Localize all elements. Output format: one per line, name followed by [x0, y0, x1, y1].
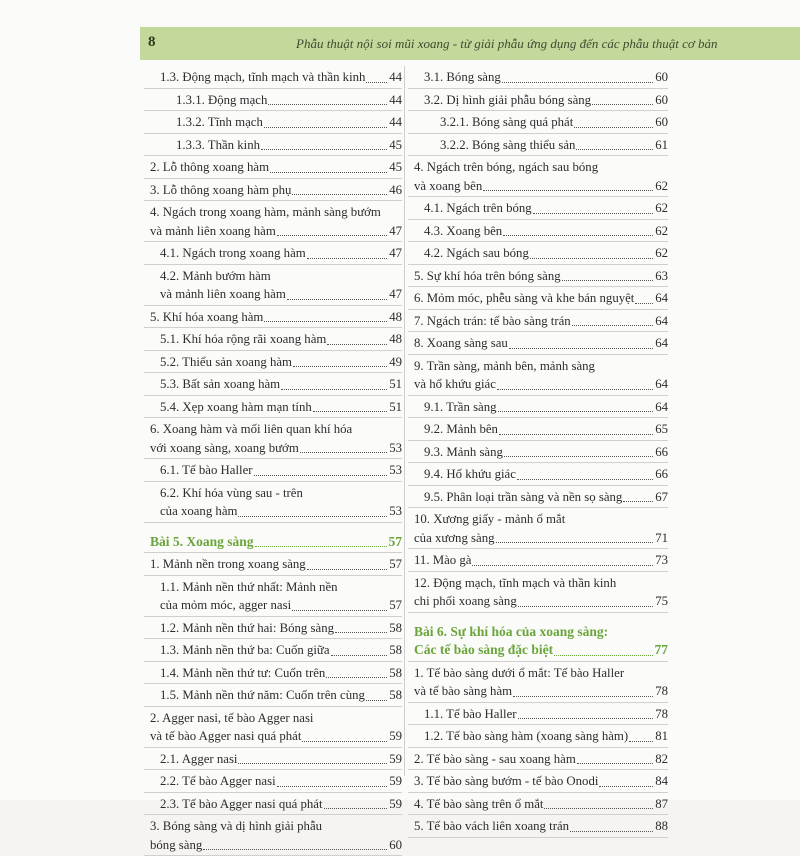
- dot-leader: [530, 257, 653, 259]
- toc-entry[interactable]: [144, 793, 402, 816]
- dot-leader: [331, 654, 387, 656]
- toc-page-number: 78: [655, 706, 668, 721]
- toc-entry[interactable]: [408, 815, 668, 838]
- toc-entry[interactable]: [144, 201, 402, 242]
- toc-entry-title: 5. Tế bào vách liên xoang trán: [414, 819, 570, 833]
- toc-page-number: 60: [389, 837, 402, 852]
- toc-page-number: 58: [389, 643, 402, 657]
- toc-right-column: [408, 66, 668, 838]
- dot-leader: [576, 148, 653, 150]
- toc-left-column: [144, 66, 402, 856]
- dot-leader: [335, 631, 387, 633]
- toc-entry-title: 4. Tế bào sàng trên ổ mắt: [414, 796, 544, 811]
- toc-entry-title: và tế bào Agger nasi quá phát: [150, 729, 302, 743]
- dot-leader: [238, 762, 387, 764]
- toc-entry-title: và tế bào sàng hàm: [414, 684, 513, 698]
- toc-page-number: 47: [389, 246, 402, 260]
- toc-entry-title: 4.1. Ngách trong xoang hàm: [160, 246, 306, 260]
- toc-entry-title: 5.1. Khí hóa rộng rãi xoang hàm: [160, 332, 327, 346]
- toc-entry-title-line: 1. Tế bào sàng dưới ổ mắt: Tế bào Haller: [414, 665, 625, 680]
- toc-entry-title: và xoang bên: [414, 178, 483, 193]
- toc-page-number: 71: [655, 530, 668, 545]
- dot-leader: [268, 103, 387, 105]
- toc-page-number: 60: [655, 92, 668, 107]
- toc-page-number: 45: [389, 137, 402, 152]
- toc-page-number: 77: [654, 642, 668, 657]
- toc-entry[interactable]: [408, 310, 668, 333]
- dot-leader: [292, 609, 387, 611]
- dot-leader: [592, 103, 653, 105]
- toc-entry-title-line: 6. Xoang hàm và mối liên quan khí hóa: [150, 422, 353, 436]
- dot-leader: [327, 343, 387, 345]
- toc-page-number: 64: [655, 291, 668, 305]
- toc-entry-title-line: 9. Trần sàng, mảnh bên, mảnh sàng: [414, 358, 595, 373]
- dot-leader: [562, 279, 653, 281]
- toc-entry[interactable]: [144, 639, 402, 662]
- dot-leader: [577, 762, 653, 764]
- toc-entry[interactable]: [408, 549, 668, 572]
- toc-page-number: 47: [389, 223, 402, 238]
- toc-entry-title: 1. Mảnh nền trong xoang sàng: [150, 557, 306, 571]
- dot-leader: [499, 433, 653, 435]
- dot-leader: [533, 212, 653, 214]
- dot-leader: [277, 785, 387, 787]
- dot-leader: [635, 302, 653, 304]
- toc-entry-title: của xoang hàm: [160, 504, 238, 518]
- toc-entry-title: 1.5. Mảnh nền thứ năm: Cuốn trên cùng: [160, 688, 365, 702]
- toc-entry-title: của mỏm móc, agger nasi: [160, 598, 292, 612]
- toc-entry[interactable]: [408, 242, 668, 265]
- toc-page-number: 62: [655, 201, 668, 215]
- toc-entry-title: 2.2. Tế bào Agger nasi: [160, 774, 276, 788]
- toc-page-number: 46: [389, 182, 402, 197]
- toc-page-number: 48: [389, 332, 402, 346]
- toc-entry-title: và mảnh liên xoang hàm: [160, 287, 286, 301]
- toc-entry[interactable]: [408, 220, 668, 243]
- toc-page-number: 58: [389, 688, 402, 702]
- toc-entry-title: 3.1. Bóng sàng: [424, 70, 501, 84]
- toc-page-number: 60: [655, 70, 668, 84]
- toc-page-number: 53: [389, 440, 402, 455]
- toc-entry-title: Bài 5. Xoang sàng: [150, 533, 254, 549]
- toc-entry-title: 8. Xoang sàng sau: [414, 336, 508, 350]
- dot-leader: [326, 676, 387, 678]
- toc-entry-title-line: 4. Ngách trong xoang hàm, mảnh sàng bướm: [150, 205, 381, 219]
- toc-page-number: 58: [389, 620, 402, 635]
- toc-page-number: 48: [389, 309, 402, 324]
- toc-page-number: 57: [389, 557, 402, 571]
- toc-entry[interactable]: [408, 486, 668, 509]
- toc-entry[interactable]: [144, 242, 402, 265]
- dot-leader: [264, 126, 387, 128]
- dot-leader: [261, 148, 387, 150]
- toc-entry[interactable]: [408, 156, 668, 197]
- dot-leader: [554, 654, 653, 656]
- toc-page-number: 61: [655, 137, 668, 152]
- dot-leader: [497, 388, 653, 390]
- toc-entry-title: Các tế bào sàng đặc biệt: [414, 642, 554, 657]
- toc-page-number: 64: [655, 377, 668, 391]
- toc-entry-title: 5. Sự khí hóa trên bóng sàng: [414, 268, 561, 283]
- toc-entry-title: 3.2.2. Bóng sàng thiểu sản: [440, 137, 576, 152]
- toc-page-number: 51: [389, 399, 402, 414]
- toc-page-number: 88: [655, 819, 668, 833]
- page-number: 8: [148, 34, 156, 50]
- dot-leader: [518, 717, 653, 719]
- toc-entry-title-line: 4.2. Mảnh bướm hàm: [160, 268, 271, 283]
- toc-entry[interactable]: [144, 748, 402, 771]
- dot-leader: [307, 568, 387, 570]
- toc-entry-title: 2.3. Tế bào Agger nasi quá phát: [160, 796, 323, 811]
- toc-page-number: 63: [655, 268, 668, 283]
- toc-entry[interactable]: [144, 89, 402, 112]
- toc-entry-title: 1.2. Mảnh nền thứ hai: Bóng sàng: [160, 620, 334, 635]
- toc-page-number: 66: [655, 467, 668, 481]
- toc-page-number: 62: [655, 178, 668, 193]
- dot-leader: [504, 455, 653, 457]
- toc-page-number: 84: [655, 774, 668, 788]
- toc-entry[interactable]: [408, 793, 668, 816]
- toc-entry[interactable]: [144, 179, 402, 202]
- toc-entry[interactable]: [408, 662, 668, 703]
- toc-page-number: 64: [655, 399, 668, 414]
- dot-leader: [496, 541, 653, 543]
- dot-leader: [300, 451, 387, 453]
- dot-leader: [313, 410, 387, 412]
- dot-leader: [518, 605, 653, 607]
- dot-leader: [281, 388, 387, 390]
- dot-leader: [366, 81, 387, 83]
- toc-page-number: 59: [389, 774, 402, 788]
- dot-leader: [307, 257, 387, 259]
- toc-page-number: 65: [655, 422, 668, 436]
- dot-leader: [254, 474, 387, 476]
- toc-page-number: 44: [389, 115, 402, 129]
- toc-entry[interactable]: [144, 328, 402, 351]
- toc-entry[interactable]: [144, 156, 402, 179]
- toc-entry[interactable]: [144, 111, 402, 134]
- toc-entry[interactable]: [408, 355, 668, 396]
- toc-entry[interactable]: [408, 725, 668, 748]
- toc-entry[interactable]: [408, 134, 668, 157]
- toc-entry[interactable]: [408, 441, 668, 464]
- toc-entry-title: 5.2. Thiểu sản xoang hàm: [160, 354, 292, 369]
- toc-entry[interactable]: [408, 197, 668, 220]
- dot-leader: [517, 478, 653, 480]
- toc-entry-title-line: Bài 6. Sự khí hóa của xoang sàng:: [414, 623, 609, 639]
- toc-entry[interactable]: [408, 89, 668, 112]
- toc-entry[interactable]: [144, 770, 402, 793]
- toc-page-number: 45: [389, 160, 402, 174]
- toc-page-number: 78: [655, 684, 668, 698]
- toc-entry-title: 2. Tế bào sàng - sau xoang hàm: [414, 751, 576, 766]
- toc-entry-title-line: 2. Agger nasi, tế bào Agger nasi: [150, 710, 314, 725]
- toc-page-number: 47: [389, 287, 402, 301]
- toc-entry-title: 1.3.1. Động mạch: [176, 92, 268, 107]
- toc-entry-title: 3. Lỗ thông xoang hàm phụ: [150, 182, 292, 197]
- column-divider: [404, 66, 405, 776]
- toc-page-number: 51: [389, 377, 402, 391]
- toc-entry-title-line: 4. Ngách trên bóng, ngách sau bóng: [414, 160, 599, 174]
- toc-entry-title: 1.4. Mảnh nền thứ tư: Cuốn trên: [160, 665, 326, 680]
- toc-entry[interactable]: [144, 373, 402, 396]
- toc-entry[interactable]: [144, 553, 402, 576]
- toc-entry-title: 4.1. Ngách trên bóng: [424, 201, 532, 215]
- toc-entry[interactable]: [144, 306, 402, 329]
- toc-entry[interactable]: [144, 351, 402, 374]
- toc-entry-title-line: 3. Bóng sàng và dị hình giải phẫu: [150, 819, 323, 833]
- toc-entry[interactable]: [144, 396, 402, 419]
- toc-entry[interactable]: [408, 111, 668, 134]
- toc-entry[interactable]: [144, 66, 402, 89]
- toc-entry[interactable]: [408, 770, 668, 793]
- toc-entry-title: 9.1. Trần sàng: [424, 399, 497, 414]
- toc-entry-title-line: 10. Xương giấy - mảnh ổ mắt: [414, 512, 566, 526]
- toc-entry-title: 1.3. Mảnh nền thứ ba: Cuốn giữa: [160, 643, 330, 657]
- toc-entry-title: 9.3. Mảnh sàng: [424, 444, 503, 459]
- dot-leader: [502, 81, 653, 83]
- dot-leader: [472, 564, 653, 566]
- toc-page-number: 53: [389, 504, 402, 518]
- dot-leader: [270, 171, 387, 173]
- dot-leader: [366, 699, 387, 701]
- toc-page-number: 64: [655, 313, 668, 328]
- toc-entry-title: 6. Mỏm móc, phễu sàng và khe bán nguyệt: [414, 291, 635, 305]
- toc-page-number: 62: [655, 246, 668, 260]
- toc-entry-title: 6.1. Tế bào Haller: [160, 463, 253, 477]
- toc-page-number: 59: [389, 796, 402, 811]
- dot-leader: [203, 848, 387, 850]
- toc-page-number: 87: [655, 796, 668, 811]
- toc-entry[interactable]: [408, 703, 668, 726]
- dot-leader: [572, 324, 653, 326]
- dot-leader: [629, 740, 653, 742]
- dot-leader: [509, 347, 653, 349]
- toc-entry-title: 1.2. Tế bào sàng hàm (xoang sàng hàm): [424, 729, 629, 743]
- toc-page-number: 75: [655, 594, 668, 608]
- dot-leader: [544, 807, 653, 809]
- toc-entry[interactable]: [144, 684, 402, 707]
- toc-page-number: 62: [655, 223, 668, 238]
- toc-entry-title: và mảnh liên xoang hàm: [150, 223, 276, 238]
- toc-entry-title: bóng sàng: [150, 837, 203, 852]
- toc-page-number: 81: [655, 729, 668, 743]
- toc-entry-title: của xương sàng: [414, 530, 495, 545]
- dot-leader: [498, 410, 653, 412]
- toc-entry-title: 1.3.3. Thần kinh: [176, 137, 261, 152]
- toc-entry-title: 2.1. Agger nasi: [160, 751, 238, 766]
- dot-leader: [483, 189, 653, 191]
- dot-leader: [599, 785, 653, 787]
- toc-entry[interactable]: [408, 572, 668, 613]
- toc-entry[interactable]: [144, 662, 402, 685]
- toc-entry[interactable]: [144, 418, 402, 459]
- toc-entry-title: 7. Ngách trán: tế bào sàng trán: [414, 313, 571, 328]
- toc-entry[interactable]: [408, 265, 668, 288]
- toc-entry[interactable]: [144, 707, 402, 748]
- toc-chapter-heading[interactable]: [144, 523, 402, 554]
- toc-entry[interactable]: [144, 576, 402, 617]
- toc-entry[interactable]: [408, 66, 668, 89]
- toc-entry-title-line: 6.2. Khí hóa vùng sau - trên: [160, 485, 303, 500]
- toc-entry-title: 1.1. Tế bào Haller: [424, 706, 517, 721]
- dot-leader: [574, 126, 653, 128]
- toc-entry-title: 3.2. Dị hình giải phẫu bóng sàng: [424, 92, 592, 107]
- dot-leader: [287, 298, 387, 300]
- toc-entry-title: 9.4. Hố khứu giác: [424, 467, 516, 481]
- dot-leader: [238, 515, 387, 517]
- dot-leader: [623, 500, 653, 502]
- toc-entry[interactable]: [144, 617, 402, 640]
- toc-entry[interactable]: [408, 418, 668, 441]
- toc-entry[interactable]: [408, 396, 668, 419]
- toc-entry[interactable]: [408, 287, 668, 310]
- toc-entry-title: 3. Tế bào sàng bướm - tế bào Onodi: [414, 774, 599, 788]
- dot-leader: [292, 193, 387, 195]
- toc-entry-title: với xoang sàng, xoang bướm: [150, 440, 299, 455]
- dot-leader: [503, 234, 653, 236]
- toc-page-number: 67: [655, 489, 668, 504]
- dot-leader: [264, 320, 387, 322]
- toc-entry-title: 4.3. Xoang bên: [424, 223, 503, 238]
- toc-page-number: 66: [655, 444, 668, 459]
- dot-leader: [293, 365, 387, 367]
- toc-page-number: 64: [655, 336, 668, 350]
- dot-leader: [324, 807, 387, 809]
- toc-entry[interactable]: [408, 508, 668, 549]
- toc-page-number: 44: [389, 70, 402, 84]
- dot-leader: [302, 740, 387, 742]
- toc-entry-title: 5.4. Xẹp xoang hàm mạn tính: [160, 399, 312, 414]
- dot-leader: [255, 545, 387, 547]
- toc-entry-title: 1.3.2. Tĩnh mạch: [176, 115, 263, 129]
- toc-entry-title: 9.2. Mảnh bên: [424, 422, 498, 436]
- toc-chapter-heading[interactable]: [408, 613, 668, 662]
- toc-entry[interactable]: [144, 134, 402, 157]
- toc-page-number: 44: [389, 92, 402, 107]
- running-title: Phẫu thuật nội soi mũi xoang - từ giải phẫu ứng dụng đến các phẫu thuật cơ bản: [296, 36, 718, 51]
- toc-entry-title: 5. Khí hóa xoang hàm: [150, 309, 264, 324]
- toc-entry-title-line: 1.1. Mảnh nền thứ nhất: Mảnh nền: [160, 579, 338, 594]
- toc-page-number: 57: [389, 598, 402, 612]
- toc-entry[interactable]: [144, 482, 402, 523]
- dot-leader: [570, 830, 653, 832]
- toc-page-number: 73: [655, 553, 668, 567]
- dot-leader: [513, 695, 653, 697]
- toc-entry-title: và hố khứu giác: [414, 377, 496, 391]
- toc-entry[interactable]: [144, 815, 402, 856]
- dot-leader: [277, 234, 387, 236]
- toc-entry[interactable]: [408, 332, 668, 355]
- toc-entry[interactable]: [408, 463, 668, 486]
- toc-entry-title-line: 12. Động mạch, tĩnh mạch và thần kinh: [414, 575, 617, 590]
- toc-page-number: 60: [655, 115, 668, 129]
- toc-entry-title: chi phối xoang sàng: [414, 594, 517, 608]
- toc-entry-title: 3.2.1. Bóng sàng quá phát: [440, 115, 574, 129]
- toc-page-number: 53: [389, 463, 402, 477]
- toc-page-number: 59: [389, 729, 402, 743]
- toc-page-number: 57: [388, 533, 402, 549]
- toc-entry-title: 1.3. Động mạch, tĩnh mạch và thần kinh: [160, 70, 366, 84]
- toc-entry[interactable]: [144, 265, 402, 306]
- toc-entry[interactable]: [144, 459, 402, 482]
- toc-entry-title: 9.5. Phân loại trần sàng và nền sọ sàng: [424, 489, 623, 504]
- toc-entry-title: 2. Lỗ thông xoang hàm: [150, 160, 270, 174]
- toc-entry[interactable]: [408, 748, 668, 771]
- toc-page-number: 58: [389, 665, 402, 680]
- toc-page-number: 49: [389, 354, 402, 369]
- toc-page-number: 59: [389, 751, 402, 766]
- toc-page-number: 82: [655, 751, 668, 766]
- toc-entry-title: 5.3. Bất sản xoang hàm: [160, 377, 281, 391]
- toc-entry-title: 4.2. Ngách sau bóng: [424, 246, 529, 260]
- toc-entry-title: 11. Mào gà: [414, 553, 472, 567]
